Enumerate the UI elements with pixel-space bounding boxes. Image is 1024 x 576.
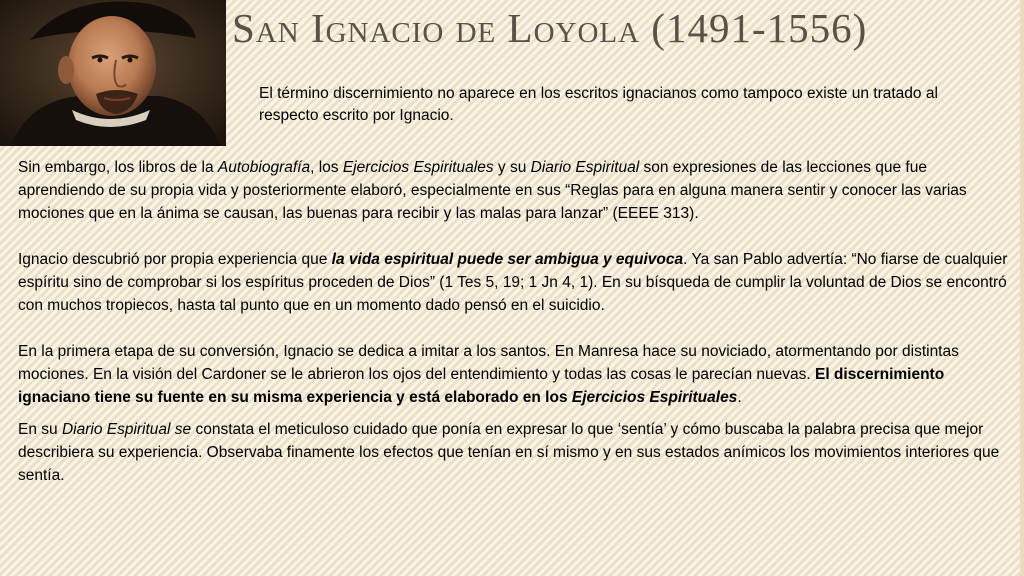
p1-italic-autobiografia: Autobiografía xyxy=(217,159,311,176)
p1-text: son expresiones de las lecciones que fue aprendiendo de su propia vida y posteriormente elaboró, especialmente en sus “Reglas para en alguna manera sentir y conocer las varias mociones que en la ánima se causan, las buenas para recibir y las malas para lanzar” (EEEE 313). xyxy=(18,159,967,222)
p1-text: y su xyxy=(493,159,531,176)
p1-italic-diario: Diario Espiritual xyxy=(530,159,640,176)
paragraph-4 xyxy=(18,418,1016,487)
paragraph-spacer xyxy=(18,409,1016,418)
paragraph-2 xyxy=(18,248,1016,317)
paragraph-spacer xyxy=(18,317,1016,340)
paragraph-1 xyxy=(18,156,1016,225)
p1-italic-ejercicios: Ejercicios Espirituales xyxy=(342,159,494,176)
main-text xyxy=(18,156,1016,487)
intro-text: El término discernimiento no aparece en los escritos ignacianos como tampoco existe un tratado al respecto escrito por Ignacio. xyxy=(259,85,938,124)
edge-strip xyxy=(1020,0,1024,576)
p4-text: constata el meticuloso cuidado que ponía en expresar lo que ‘sentía’ y cómo buscaba la palabra precisa que mejor describiera su experiencia. Observaba finamente los efectos que tenían en sí mismo y en sus estados anímicos los movimientos interiores que sentía. xyxy=(18,421,1000,484)
p2-text: . Ya san Pablo advertía: “No fiarse de cualquier espíritu sino de comprobar si los espíritus proceden de Dios” (1 Tes 5, 19; 1 Jn 4, 1). En su bísqueda de cumplir la voluntad de Dios se encontró con muchos tropiecos, hasta tal punto que en un momento dado pensó en el suicidio. xyxy=(18,251,1008,314)
p3-text: En la primera etapa de su conversión, Ignacio se dedica a imitar a los santos. En Manresa hace su noviciado, atormentando por distintas mociones. En la visión del Cardoner se le abrieron los ojos del entendimiento y todas las cosas le parecían nuevas. xyxy=(18,343,959,383)
p3-bold-italic: Ejercicios Espirituales xyxy=(571,389,738,406)
page-title: San Ignacio de Loyola (1491-1556) xyxy=(232,5,868,51)
p3-bold: El discernimiento ignaciano tiene su fuente en su misma experiencia y está elaborado en los xyxy=(18,366,945,406)
paragraph-3 xyxy=(18,340,1016,409)
p4-text: En su xyxy=(18,421,62,438)
p2-emphasis: la vida espiritual puede ser ambigua y equivoca xyxy=(331,251,684,268)
p3-text: . xyxy=(737,389,742,406)
p1-text: , los xyxy=(310,159,343,176)
p2-text: Ignacio descubrió por propia experiencia que xyxy=(18,251,332,268)
portrait-image xyxy=(0,0,226,146)
p1-text: Sin embargo, los libros de la xyxy=(18,159,218,176)
p4-italic-diario: Diario Espiritual se xyxy=(61,421,192,438)
paragraph-spacer xyxy=(18,225,1016,248)
